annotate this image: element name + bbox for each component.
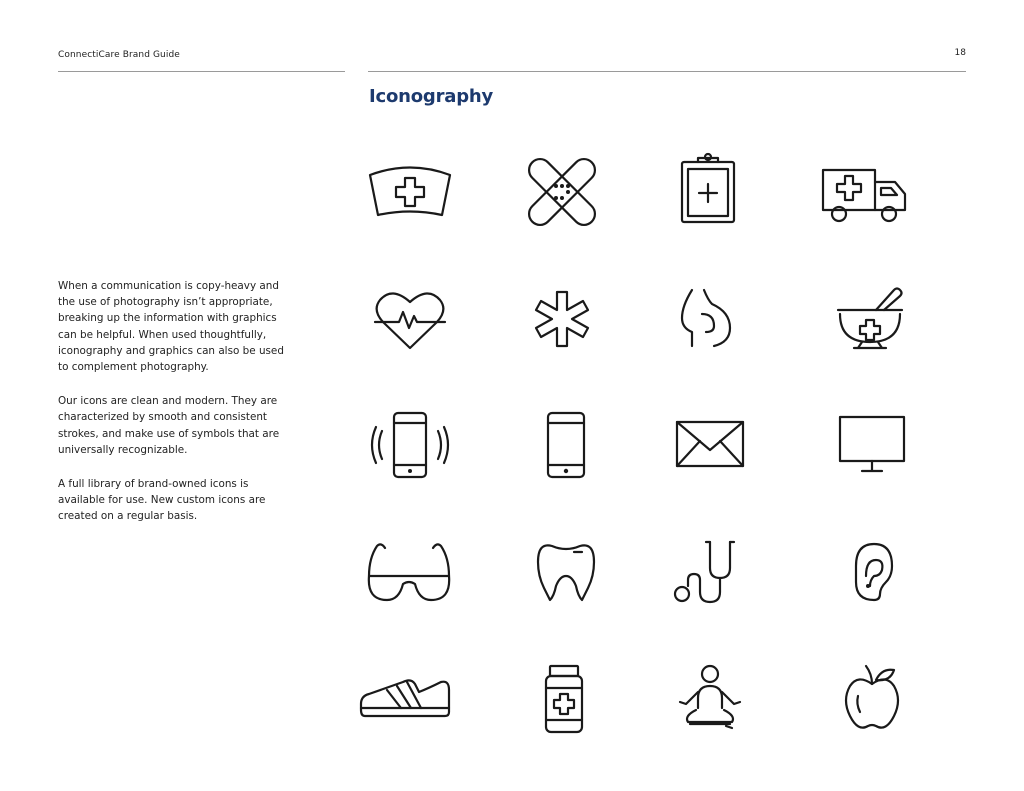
ear-icon <box>822 522 922 622</box>
nurse-cap-icon <box>360 142 460 242</box>
envelope-icon <box>660 395 760 495</box>
ambulance-icon <box>815 142 915 242</box>
pill-bottle-icon <box>514 650 614 750</box>
tooth-icon <box>516 522 616 622</box>
stethoscope-icon <box>658 522 758 622</box>
eyeglasses-icon <box>359 522 459 622</box>
mortar-pestle-icon <box>820 270 920 370</box>
sneaker-icon <box>355 650 455 750</box>
header-divider-right <box>368 71 966 72</box>
meditation-icon <box>660 650 760 750</box>
apple-icon <box>822 650 922 750</box>
section-title: Iconography <box>369 86 494 107</box>
body-paragraph: Our icons are clean and modern. They are characterized by smooth and consistent strokes, and make use of symbols that are universally recognizable. <box>58 395 280 456</box>
phone-icon <box>516 395 616 495</box>
monitor-icon <box>822 395 922 495</box>
page-number: 18 <box>954 48 966 58</box>
body-text <box>58 278 290 543</box>
body-paragraph: When a communication is copy-heavy and the use of photography isn’t appropriate, breaking up the information with graphics can be helpful. When used thoughtfully, iconography and graphics can also be used to complement photography. <box>58 280 284 374</box>
document-title: ConnectiCare Brand Guide <box>58 50 180 60</box>
vibrating-phone-icon <box>360 395 460 495</box>
body-paragraph: A full library of brand-owned icons is available for use. New custom icons are created on a regular basis. <box>58 478 266 523</box>
header-divider-left <box>58 71 345 72</box>
asterisk-icon <box>512 270 612 370</box>
heart-pulse-icon <box>360 270 460 370</box>
bandage-icon <box>512 142 612 242</box>
clipboard-icon <box>658 142 758 242</box>
pregnancy-icon <box>658 270 758 370</box>
